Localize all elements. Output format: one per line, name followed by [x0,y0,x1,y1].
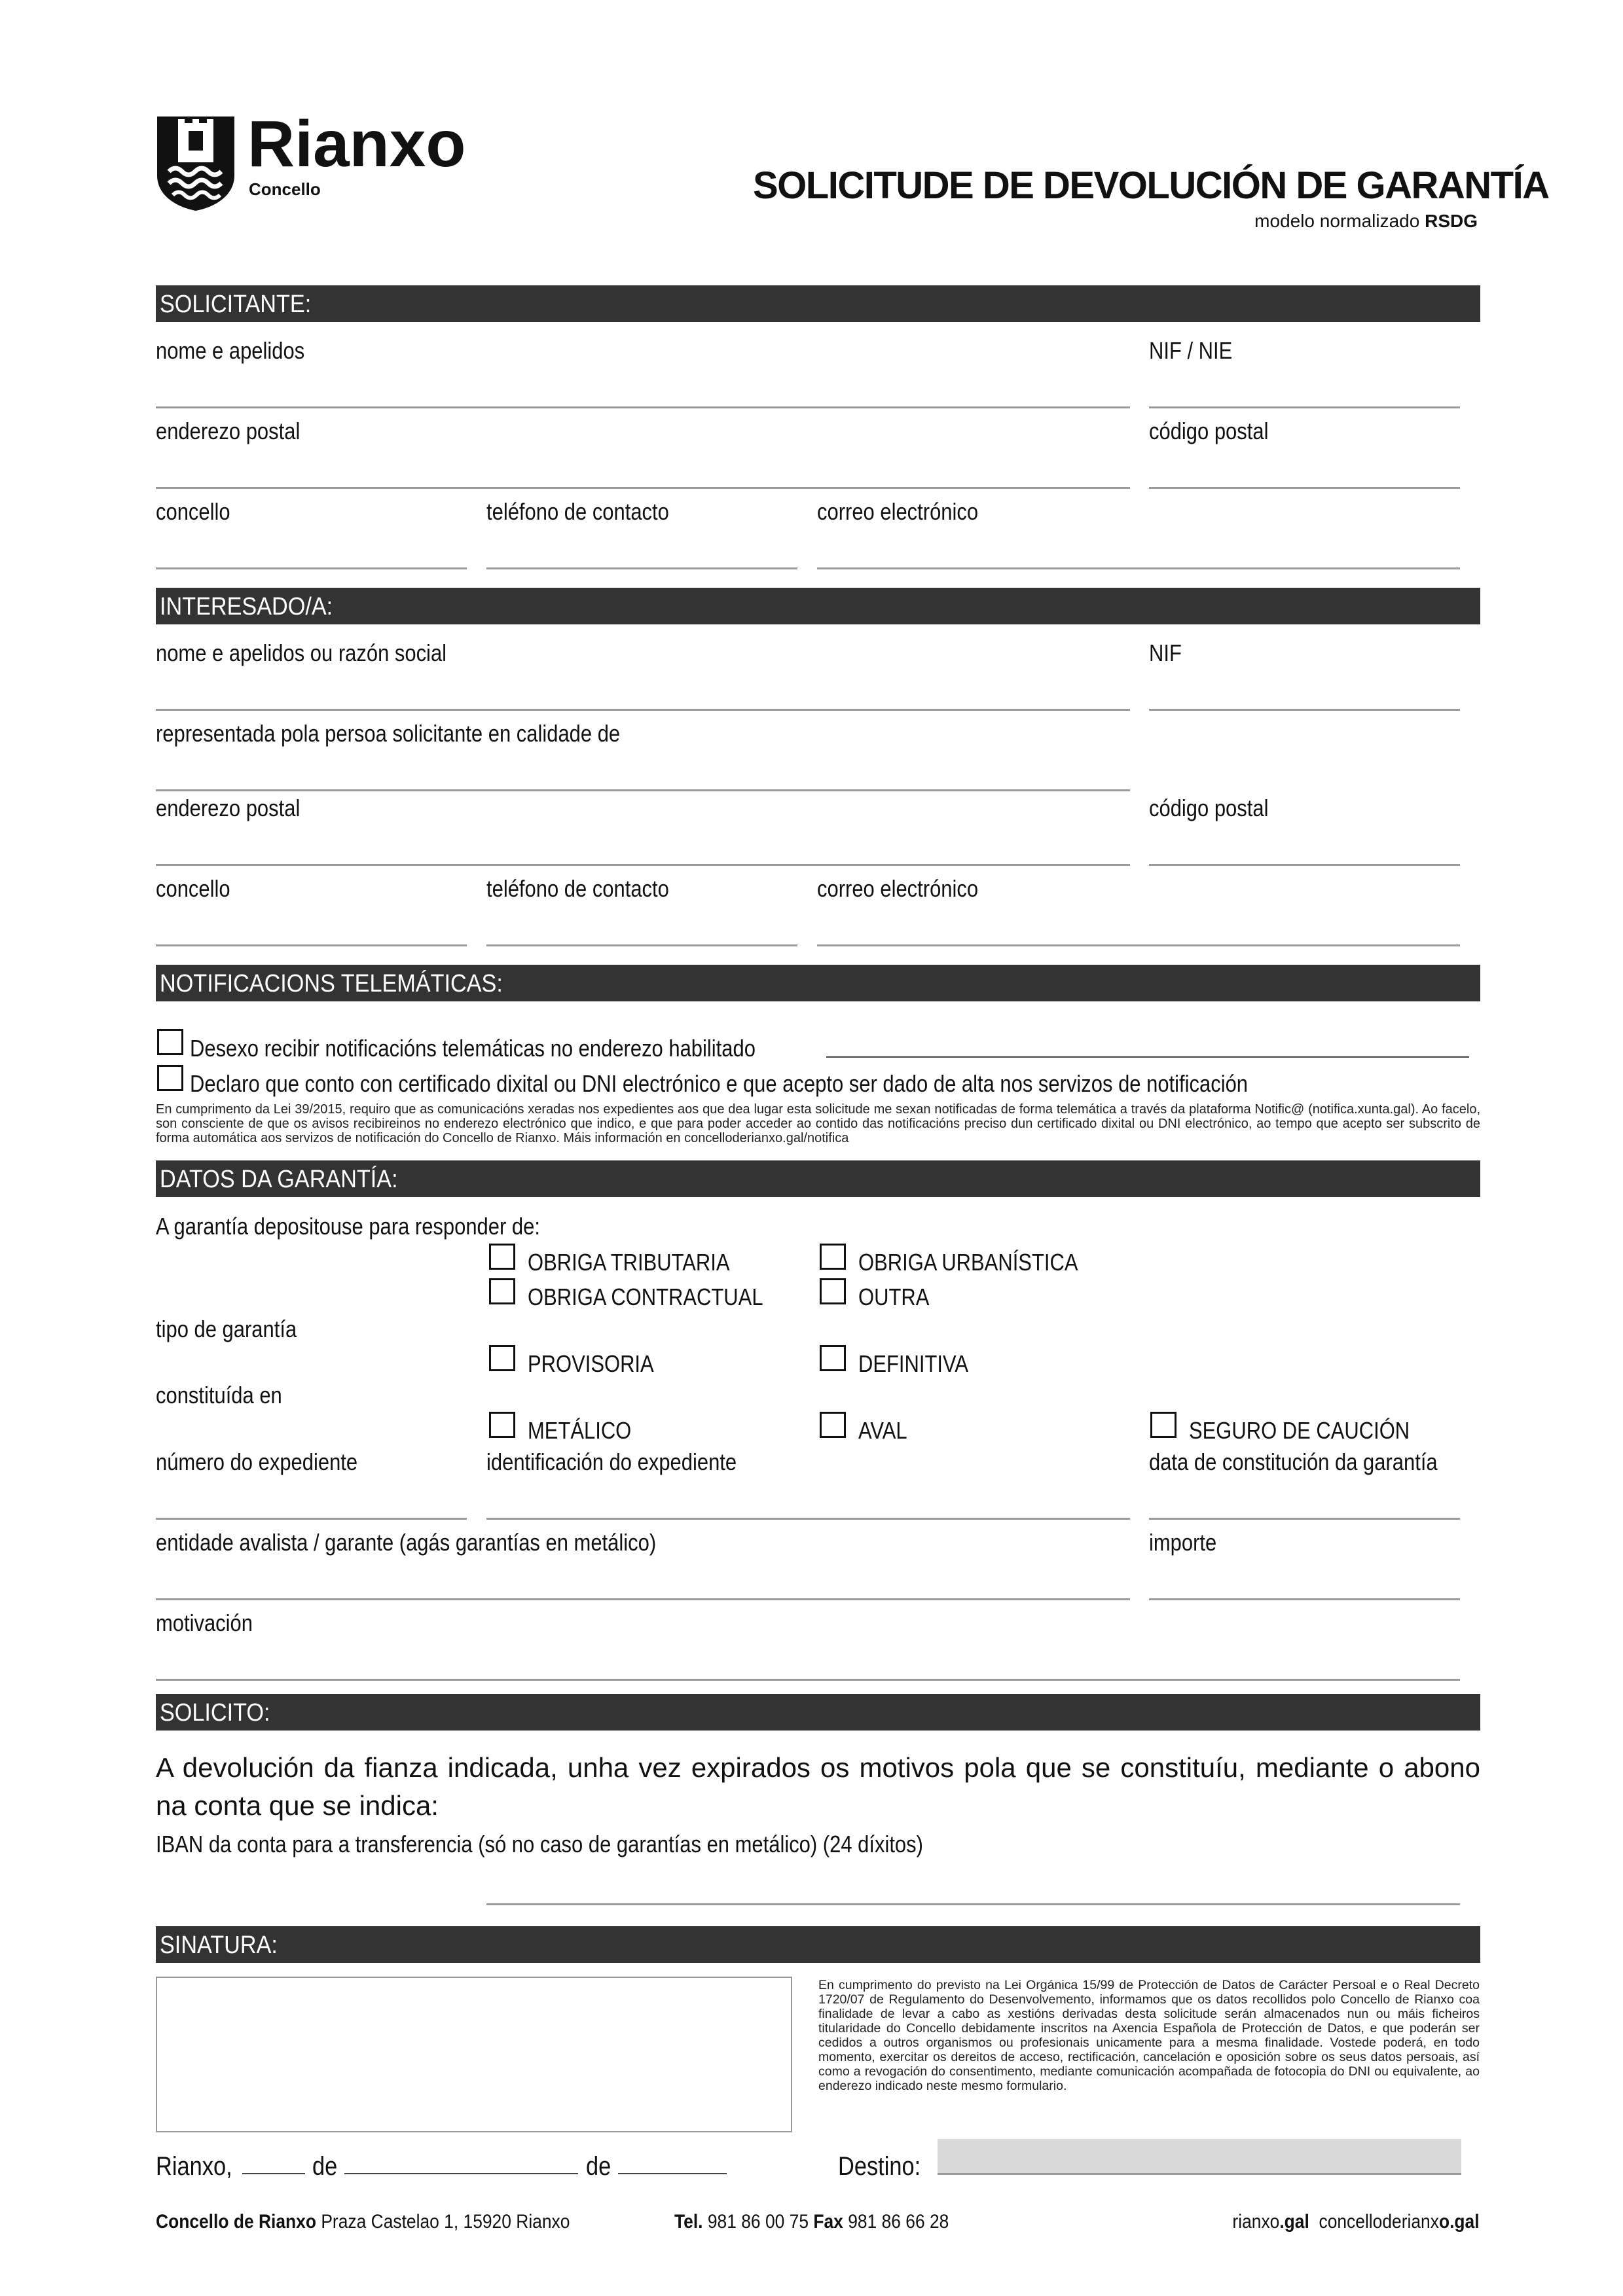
label-postal: código postal [1149,795,1269,821]
label-nif: NIF / NIE [1149,337,1233,364]
checkbox-metalico[interactable] [489,1412,515,1438]
field-telematic-address[interactable] [826,1056,1469,1058]
label-outra: OUTRA [858,1283,930,1310]
checkbox-outra[interactable] [820,1278,846,1304]
label-constituted: constituída en [156,1382,282,1408]
field-postal[interactable] [1149,487,1460,489]
label-de-1: de [312,2152,338,2181]
label-contractual: OBRIGA CONTRACTUAL [528,1283,763,1310]
label-name: nome e apelidos [156,337,305,364]
label-amount: importe [1149,1529,1217,1556]
checkbox-tributaria[interactable] [489,1244,515,1270]
footer-org: Concello de Rianxo [156,2211,316,2233]
section-solicito [156,1694,1480,1731]
field-represented[interactable] [156,789,1130,791]
field-council[interactable] [156,567,467,569]
signature-box[interactable] [156,1977,792,2132]
section-heading: SOLICITANTE: [160,291,312,318]
logo [156,107,509,213]
label-postal: código postal [1149,418,1269,444]
footer-phone [674,2212,949,2232]
label-urbanistica: OBRIGA URBANÍSTICA [858,1249,1078,1276]
label-phone: teléfono de contacto [486,875,669,902]
label-email: correo electrónico [817,498,979,525]
section-heading: DATOS DA GARANTÍA: [160,1166,398,1193]
privacy-notice: En cumprimento do previsto na Lei Orgánica 15/99 de Protección de Datos de Carácter Persoal e o Real Decreto 1720/07 de Regulamento do Desenvolvemento, informamos que os datos recollidos polo Concello de Rianxo coa finalidade de levar a cabo as xestións derivadas desta solicitude serán almacenados nun ou máis ficheiros titularidade do Concello debidamente inscritos na Axencia Española de Protección de Datos, e que poderán ser cedidos a outros organismos ou profesionais unicamente para a mesma finalidade. Vostede poderá, en todo momento, exercitar os dereitos de acceso, rectificación, cancelación e oposición sobre os seus datos persoais, así como a revogación do consentimento, mediante comunicación acompañada de fotocopia do DNI ou equivalente, ao enderezo indicado neste mesmo formulario. [818,1978,1480,2093]
footer-web [1113,2212,1480,2232]
checkbox-definitiva[interactable] [820,1345,846,1371]
label-definitiva: DEFINITIVA [858,1350,969,1377]
section-garantia [156,1160,1480,1197]
page-title: SOLICITUDE DE DEVOLUCIÓN DE GARANTÍA [753,164,1549,207]
footer-mail-mid[interactable]: o [1439,2211,1450,2233]
label-aval: AVAL [858,1417,907,1444]
field-phone[interactable] [486,567,797,569]
label-provisoria: PROVISORIA [528,1350,654,1377]
section-heading: SOLICITO: [160,1699,270,1727]
section-notificacions [156,965,1480,1001]
section-interesado [156,588,1480,624]
section-solicitante [156,285,1480,322]
label-date: data de constitución da garantía [1149,1448,1438,1475]
label-represented: representada pola persoa solicitante en calidade de [156,720,621,747]
label-tributaria: OBRIGA TRIBUTARIA [528,1249,730,1276]
label-iban: IBAN da conta para a transferencia (só no caso de garantías en metálico) (24 díxitos) [156,1831,923,1857]
field-name[interactable] [156,406,1130,408]
label-name: nome e apelidos ou razón social [156,639,447,666]
brand-subtitle: Concello [249,179,321,199]
label-seguro: SEGURO DE CAUCIÓN [1189,1417,1410,1444]
field-council[interactable] [156,944,467,946]
label-email: correo electrónico [817,875,979,902]
label-de-2: de [586,2152,611,2181]
label-type: tipo de garantía [156,1316,297,1342]
field-file-id[interactable] [486,1518,1130,1520]
checkbox-contractual[interactable] [489,1278,515,1304]
label-nif: NIF [1149,639,1182,666]
label-address: enderezo postal [156,795,301,821]
footer-web-prefix[interactable]: rianxo [1232,2211,1280,2233]
notification-note: En cumprimento da Lei 39/2015, requiro que as comunicacións xeradas nos expedientes aos que dea lugar esta solicitude me sexan notificadas de forma telemática a través da plataforma Notific@ (notifica.xunta.gal). Ao facelo, son consciente de que os avisos recibireinos no enderezo electrónico que indico, e que para poder acceder ao contido das notificacións preciso dun certificado dixital ou DNI electrónico, ao tempo que acepto ser subscrito de forma automática aos servizos de notificación do Concello de Rianxo. Máis información en concelloderianxo.gal/notifica [156,1102,1480,1145]
section-heading: INTERESADO/A: [160,593,333,620]
footer-tel: 981 86 00 75 [707,2211,809,2233]
model-prefix: modelo normalizado [1254,211,1420,231]
model-code [1048,212,1478,230]
section-heading: NOTIFICACIONS TELEMÁTICAS: [160,970,503,997]
checkbox-certificate[interactable] [157,1065,183,1091]
field-address[interactable] [156,487,1130,489]
footer-tel-label: Tel. [674,2211,703,2233]
label-place: Rianxo, [156,2152,232,2181]
label-purpose: A garantía depositouse para responder de: [156,1213,540,1240]
label-destino: Destino: [838,2152,921,2181]
label-file-id: identificación do expediente [486,1448,737,1475]
field-entity[interactable] [156,1598,1130,1600]
field-date[interactable] [1149,1518,1460,1520]
label-council: concello [156,875,230,902]
footer-street: Praza Castelao 1, 15920 Rianxo [321,2211,570,2233]
field-nif[interactable] [1149,406,1460,408]
field-iban[interactable] [486,1903,1460,1905]
checkbox-urbanistica[interactable] [820,1244,846,1270]
field-day[interactable] [242,2173,305,2174]
model-code-value: RSDG [1425,211,1478,231]
field-email[interactable] [817,944,1460,946]
footer-address [156,2212,570,2232]
field-nif[interactable] [1149,709,1460,711]
footer-mail-suffix[interactable]: .gal [1450,2211,1480,2233]
field-name[interactable] [156,709,1130,711]
label-file-number: número do expediente [156,1448,358,1475]
field-month[interactable] [344,2173,578,2174]
checkbox-aval[interactable] [820,1412,846,1438]
footer-fax-label: Fax [813,2211,843,2233]
section-heading: SINATURA: [160,1931,278,1959]
footer-fax: 981 86 66 28 [848,2211,949,2233]
label-metalico: METÁLICO [528,1417,632,1444]
footer-mail-prefix[interactable]: concelloderianx [1319,2211,1440,2233]
field-address[interactable] [156,864,1130,866]
field-amount[interactable] [1149,1598,1460,1600]
checkbox-seguro[interactable] [1150,1412,1176,1438]
field-destino[interactable] [938,2139,1461,2175]
checkbox-provisoria[interactable] [489,1345,515,1371]
label-phone: teléfono de contacto [486,498,669,525]
label-council: concello [156,498,230,525]
section-sinatura [156,1926,1480,1963]
label-entity: entidade avalista / garante (agás garantías en metálico) [156,1529,657,1556]
field-email[interactable] [817,567,1460,569]
label-certificate: Declaro que conto con certificado dixital ou DNI electrónico e que acepto ser dado de alta nos servizos de notificación [190,1070,1249,1097]
checkbox-telematic[interactable] [157,1029,183,1055]
brand-name: Rianxo [247,107,466,181]
label-telematic: Desexo recibir notificacións telemáticas no enderezo habilitado [190,1035,756,1062]
field-postal[interactable] [1149,864,1460,866]
label-address: enderezo postal [156,418,301,444]
field-motivation[interactable] [156,1679,1460,1681]
footer-web-suffix[interactable]: .gal [1279,2211,1310,2233]
field-file-number[interactable] [156,1518,467,1520]
label-motivation: motivación [156,1609,253,1636]
field-phone[interactable] [486,944,797,946]
request-text: A devolución da fianza indicada, unha vez expirados os motivos pola que se constituíu, mediante o abono na conta que se indica: [156,1752,1480,1821]
field-year[interactable] [618,2173,727,2174]
castle-shield-icon [156,115,236,212]
